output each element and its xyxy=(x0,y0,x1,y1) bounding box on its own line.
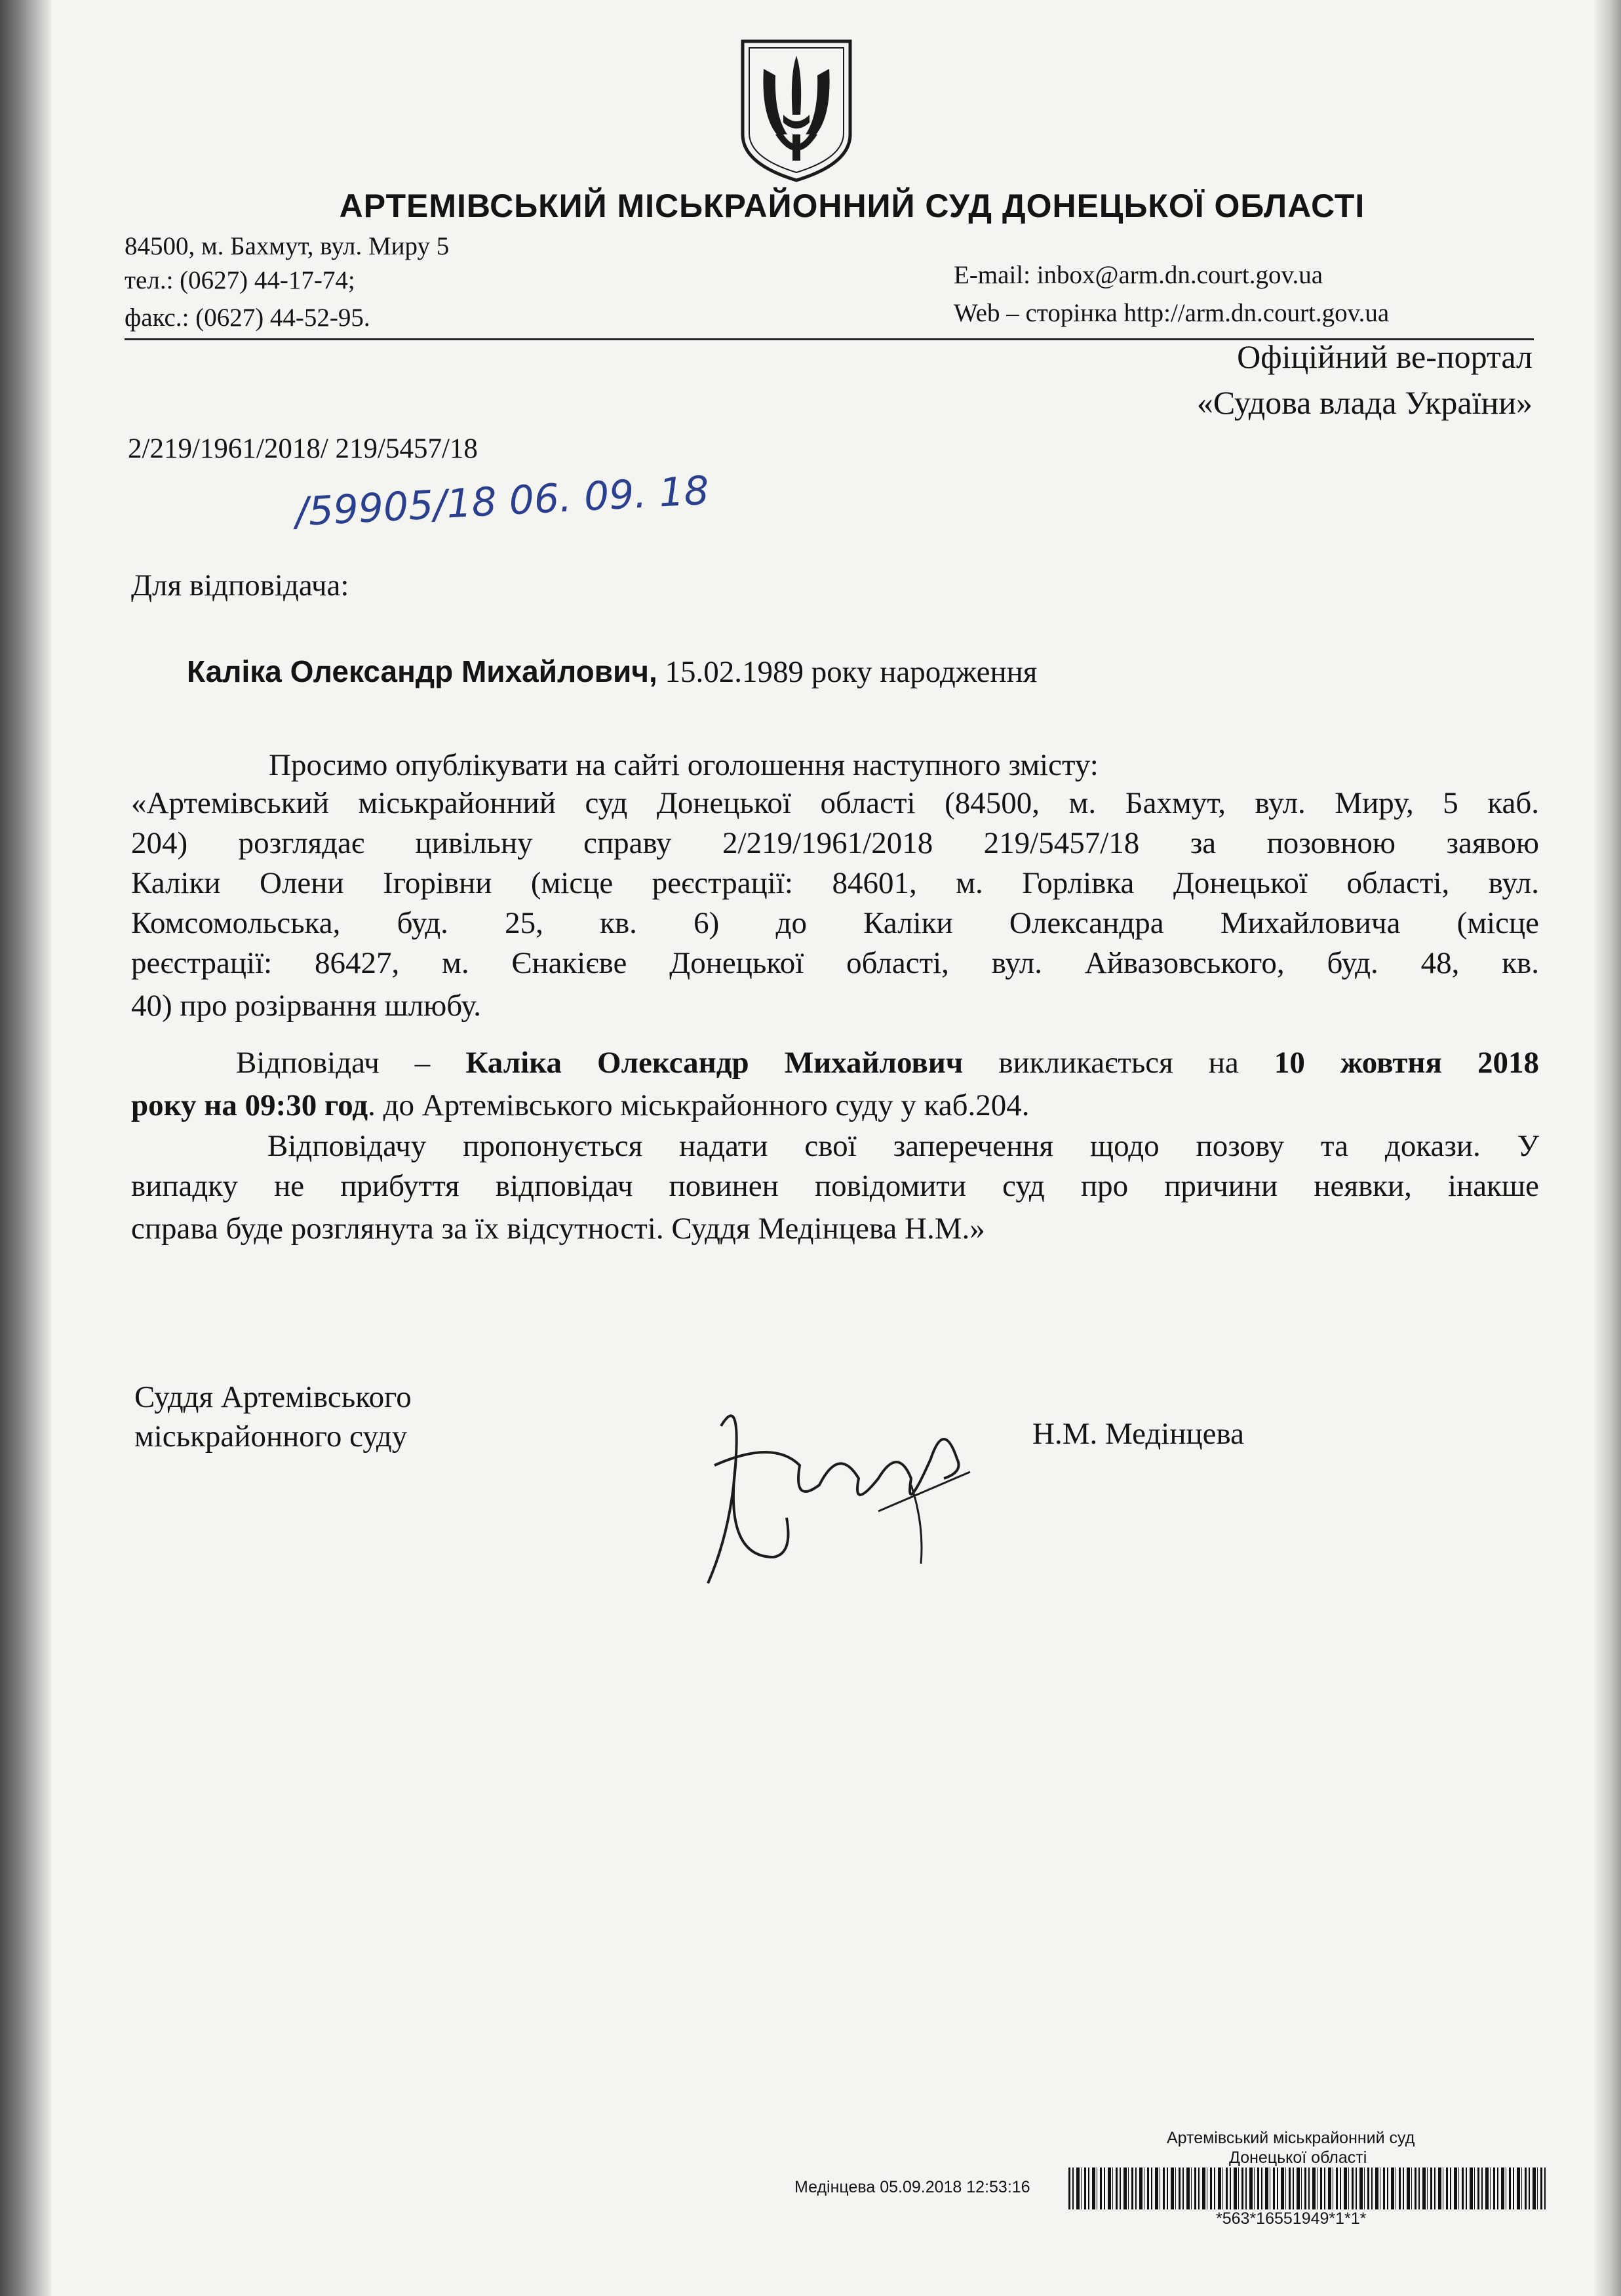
court-phone: тел.: (0627) 44-17-74; xyxy=(125,266,355,294)
court-email: E-mail: inbox@arm.dn.court.gov.ua xyxy=(954,261,1323,289)
defendant-name: Каліка Олександр Михайлович, xyxy=(187,654,657,688)
announcement-line: реєстрації: 86427, м. Єнакієве Донецької області, вул. Айвазовського, буд. 48, кв. xyxy=(131,946,1539,980)
stamp-court-line-1: Артемівський міськрайонний суд xyxy=(1167,2129,1415,2147)
request-intro: Просимо опублікувати на сайті оголошення наступного змісту: xyxy=(269,748,1099,782)
scan-shadow-right xyxy=(1595,0,1621,2296)
court-name: АРТЕМІВСЬКИЙ МІСЬКРАЙОННИЙ СУД ДОНЕЦЬКОЇ ОБЛАСТІ xyxy=(339,188,1365,224)
summons-prefix: Відповідач – xyxy=(236,1046,466,1080)
summons-line xyxy=(236,1048,1539,1079)
judge-name: Н.М. Медінцева xyxy=(1032,1417,1244,1451)
judge-signature xyxy=(695,1367,996,1593)
announcement-line: 40) про розірвання шлюбу. xyxy=(131,989,481,1023)
defendant-birth: 15.02.1989 року народження xyxy=(657,655,1038,689)
case-number-reference: 2/219/1961/2018/ 219/5457/18 xyxy=(128,433,478,464)
stamp-court-line-2: Донецької області xyxy=(1229,2148,1367,2167)
announcement-line: Комсомольська, буд. 25, кв. 6) до Каліки Олександра Михайловича (місце xyxy=(131,906,1539,940)
announcement-line: 204) розглядає цивільну справу 2/219/1961/2018 219/5457/18 за позовною заявою xyxy=(131,826,1539,860)
announcement-line: Каліки Олени Ігорівни (місце реєстрації: 84601, м. Горлівка Донецької області, вул. xyxy=(131,866,1539,900)
address-to-label: Для відповідача: xyxy=(131,568,349,603)
court-fax: факс.: (0627) 44-52-95. xyxy=(125,304,370,332)
ukraine-coat-of-arms-icon xyxy=(737,36,855,184)
notice-line: справа буде розглянута за їх відсутності. Суддя Медінцева Н.М.» xyxy=(131,1212,985,1246)
stamp-signature-info: Медінцева 05.09.2018 12:53:16 xyxy=(794,2178,1030,2196)
summons-text: викликається на xyxy=(963,1046,1274,1080)
handwritten-registration-note: /59905/18 06. 09. 18 xyxy=(294,467,711,536)
recipient-line-1: Офіційний ве-портал xyxy=(1237,338,1533,375)
document-barcode xyxy=(1068,2167,1547,2209)
summons-line-2 xyxy=(131,1088,1030,1123)
scan-shadow-left xyxy=(0,0,51,2296)
recipient-line-2: «Судова влада України» xyxy=(1196,384,1533,421)
notice-line: Відповідачу пропонується надати свої заперечення щодо позову та докази. У xyxy=(267,1129,1539,1163)
judge-title-line-1: Суддя Артемівського xyxy=(134,1380,412,1414)
hearing-time: року на 09:30 год xyxy=(131,1088,368,1122)
summons-defendant-name: Каліка Олександр Михайлович xyxy=(465,1046,964,1080)
defendant-line xyxy=(187,654,1037,690)
hearing-date: 10 жовтня 2018 xyxy=(1274,1046,1539,1080)
court-website: Web – сторінка http://arm.dn.court.gov.ua xyxy=(954,299,1390,327)
judge-title-line-2: міськрайонного суду xyxy=(134,1419,408,1454)
notice-line: випадку не прибуття відповідач повинен повідомити суд про причини неявки, інакше xyxy=(131,1169,1539,1203)
announcement-line: «Артемівський міськрайонний суд Донецької області (84500, м. Бахмут, вул. Миру, 5 каб. xyxy=(131,786,1539,820)
court-address: 84500, м. Бахмут, вул. Миру 5 xyxy=(125,232,450,260)
barcode-number: *563*16551949*1*1* xyxy=(1216,2209,1367,2228)
hearing-location: . до Артемівського міськрайонного суду у каб.204. xyxy=(368,1088,1030,1122)
